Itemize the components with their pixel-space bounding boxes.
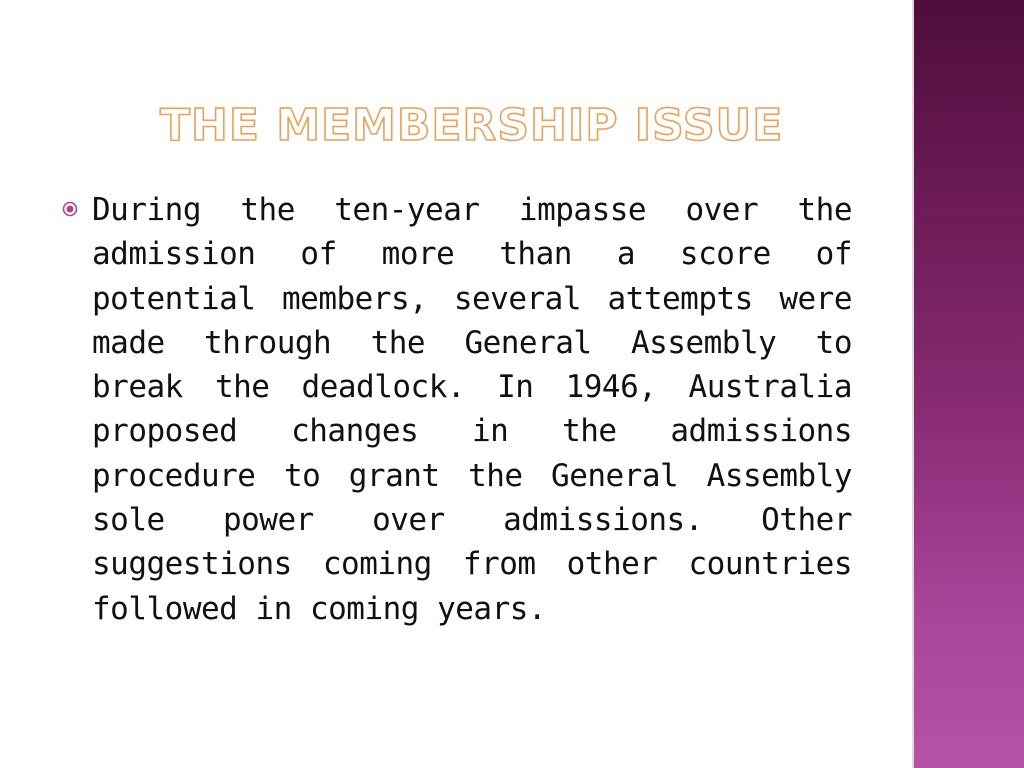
decorative-side-bar bbox=[912, 0, 1024, 768]
slide-content bbox=[62, 188, 852, 631]
bullet-item bbox=[62, 188, 852, 631]
slide-title: THE MEMBERSHIP ISSUE bbox=[160, 100, 784, 151]
bullet-text: During the ten-year impasse over the admission of more than a score of potential members, several attempts were made through the General Assembly to break the deadlock. In 1946, Australia proposed changes in the admissions procedure to grant the General Assembly sole power over admissions. Other suggestions coming from other countries followed in coming years. bbox=[92, 192, 852, 627]
circle-bullet-icon bbox=[62, 201, 78, 217]
